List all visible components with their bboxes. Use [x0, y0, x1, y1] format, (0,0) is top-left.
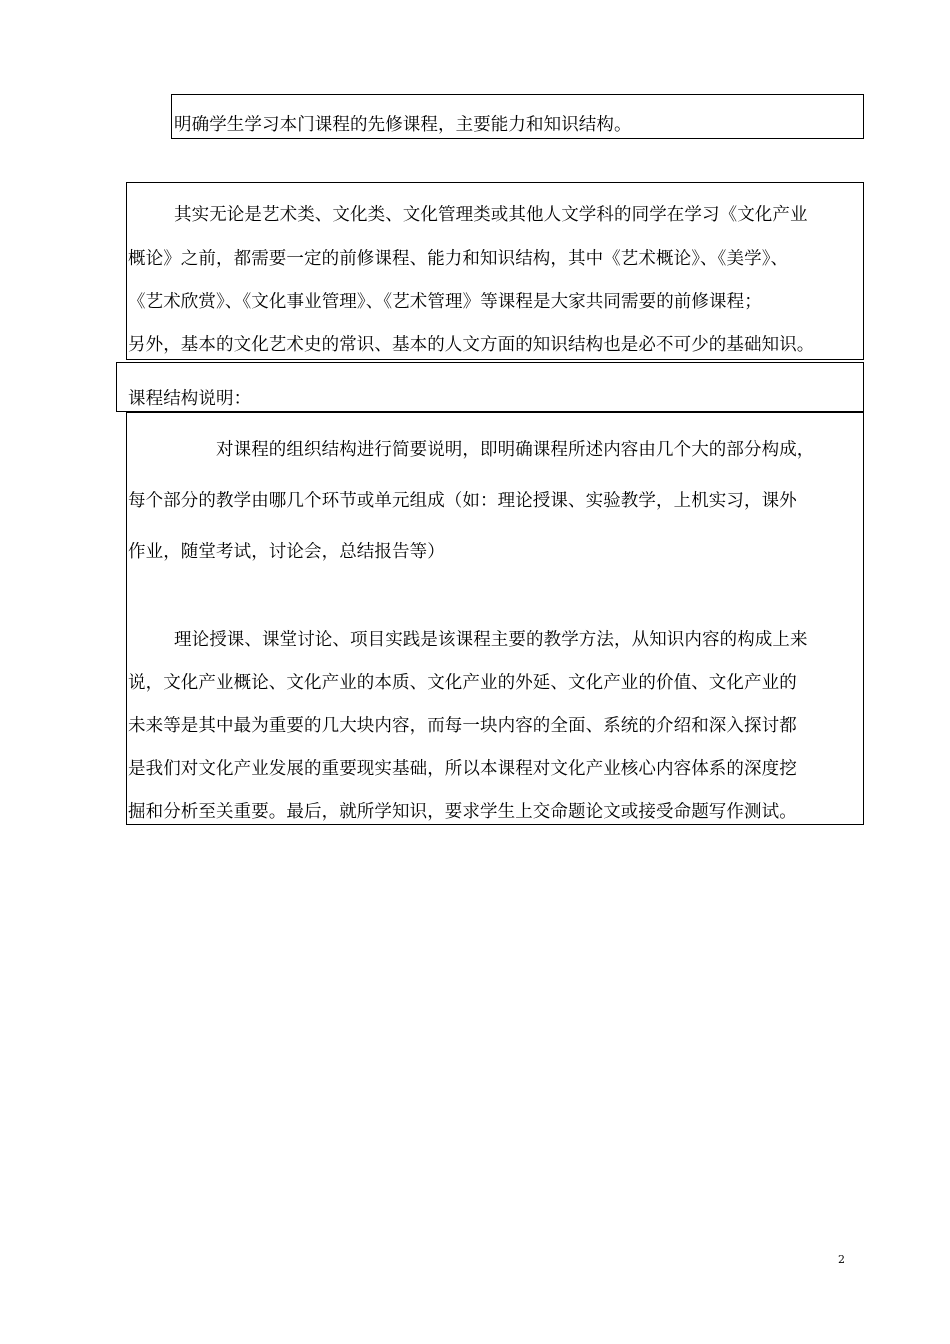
prereq-heading: 明确学生学习本门课程的先修课程，主要能力和知识结构。: [174, 115, 632, 135]
structure-guide-line: 对课程的组织结构进行简要说明，即明确课程所述内容由几个大的部分构成，: [216, 440, 815, 460]
prereq-body-line: 其实无论是艺术类、文化类、文化管理类或其他人文学科的同学在学习《文化产业: [174, 205, 808, 225]
structure-body-line: 掘和分析至关重要。最后，就所学知识，要求学生上交命题论文或接受命题写作测试。: [128, 802, 797, 822]
structure-body-line: 说，文化产业概论、文化产业的本质、文化产业的外延、文化产业的价值、文化产业的: [128, 673, 797, 693]
prereq-body-line: 概论》之前，都需要一定的前修课程、能力和知识结构，其中《艺术概论》、《美学》、: [128, 249, 789, 269]
prereq-body-line: 另外，基本的文化艺术史的常识、基本的人文方面的知识结构也是必不可少的基础知识。: [128, 335, 815, 355]
structure-body-line: 是我们对文化产业发展的重要现实基础，所以本课程对文化产业核心内容体系的深度挖: [128, 759, 797, 779]
structure-heading: 课程结构说明：: [128, 389, 252, 409]
structure-body-line: 未来等是其中最为重要的几大块内容，而每一块内容的全面、系统的介绍和深入探讨都: [128, 716, 797, 736]
structure-guide-line: 每个部分的教学由哪几个环节或单元组成（如：理论授课、实验教学，上机实习，课外: [128, 491, 797, 511]
page-number: 2: [838, 1253, 845, 1266]
structure-body-line: 理论授课、课堂讨论、项目实践是该课程主要的教学方法，从知识内容的构成上来: [174, 630, 808, 650]
prereq-body-line: 《艺术欣赏》、《文化事业管理》、《艺术管理》等课程是大家共同需要的前修课程；: [128, 292, 762, 312]
structure-guide-line: 作业，随堂考试，讨论会，总结报告等）: [128, 542, 445, 562]
